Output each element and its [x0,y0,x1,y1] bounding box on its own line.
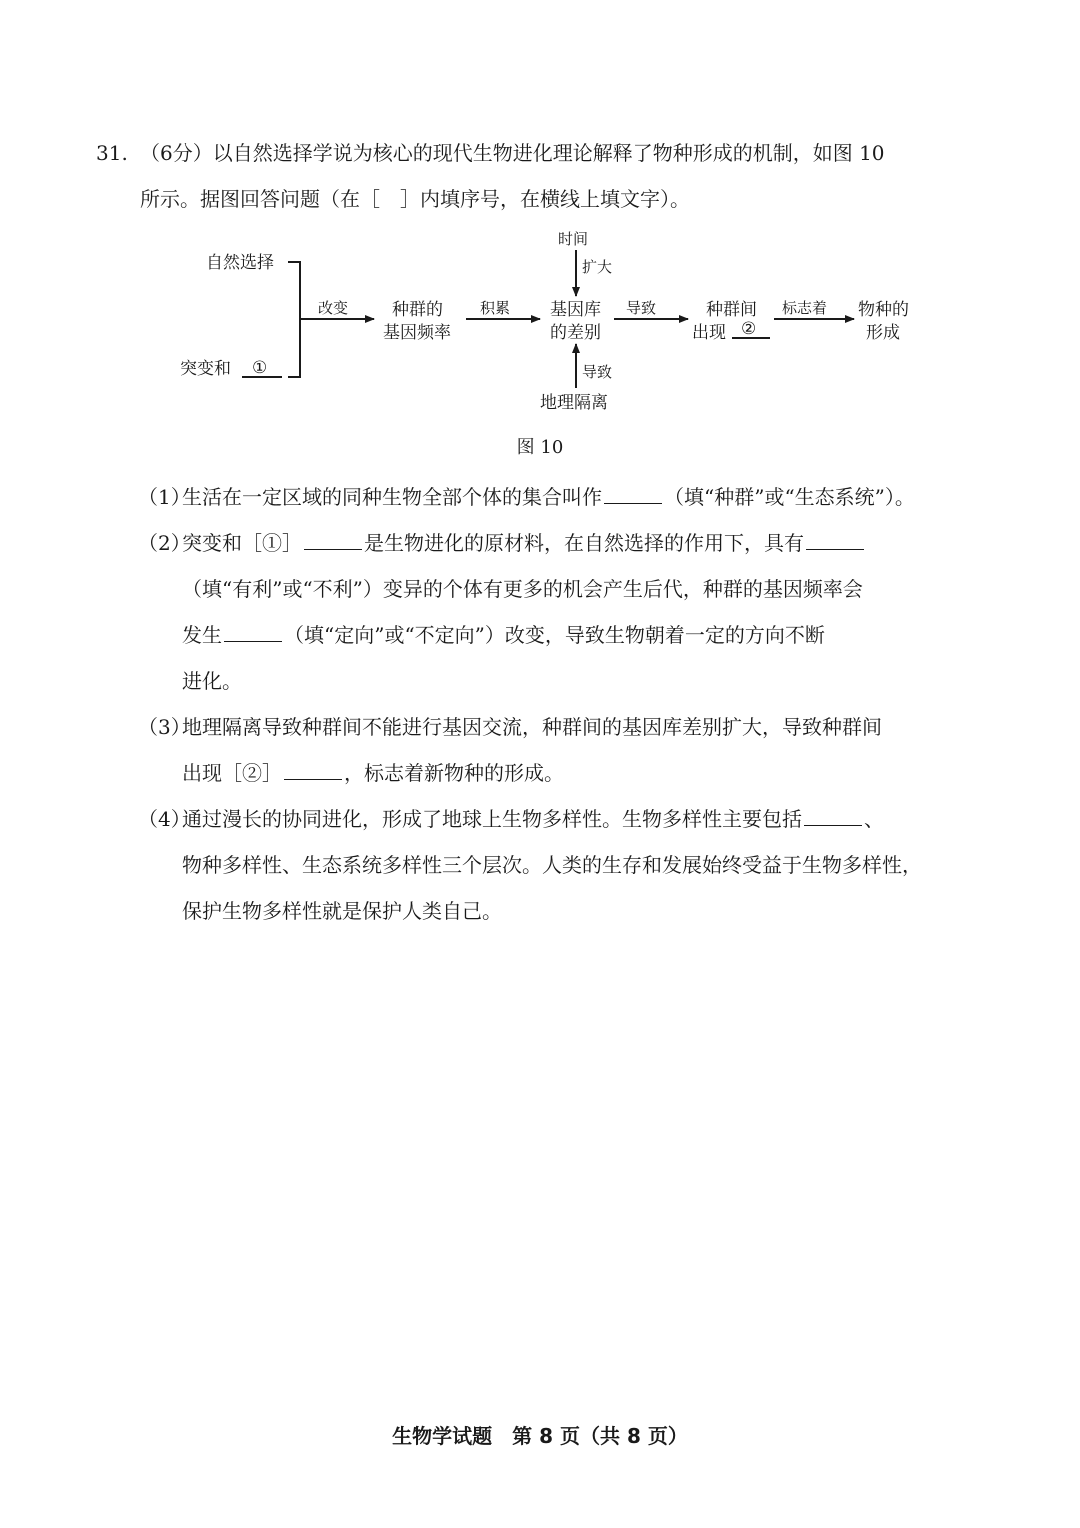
label-blank-2: ② [741,319,757,339]
label-species-1: 物种的 [858,300,909,320]
subquestion-text: 出现［②］ [182,761,282,785]
question-header [96,130,966,222]
answer-blank[interactable] [806,527,864,550]
label-change: 改变 [318,299,349,317]
question-intro-line-1 [96,130,966,176]
figure-caption: 图 10 [516,437,564,458]
subquestion-number: （3） [138,715,191,739]
answer-blank[interactable] [284,757,342,780]
subquestion-line [138,888,958,934]
label-natural-selection: 自然选择 [206,253,274,273]
label-accumulate: 积累 [480,299,511,317]
page-footer: 生物学试题 第 8 页（共 8 页） [392,1424,688,1448]
subquestion-line [138,566,958,612]
label-geo-isolation: 地理隔离 [540,393,608,413]
subquestion-line [138,796,958,842]
subquestion-text: 地理隔离导致种群间不能进行基因交流，种群间的基因库差别扩大，导致种群间 [182,715,882,739]
speciation-diagram [0,220,1080,420]
subquestion-line [138,658,958,704]
label-expand: 扩大 [582,258,613,276]
label-mutation: 突变和 [180,359,231,379]
answer-blank[interactable] [224,619,282,642]
subquestion [138,704,958,796]
label-genepool-2: 的差别 [550,323,601,343]
subquestion-line [138,750,958,796]
subquestion-text: 是生物进化的原材料，在自然选择的作用下，具有 [364,531,804,555]
subquestion-text: （填“种群”或“生态系统”）。 [664,485,915,509]
subquestion-text: （填“定向”或“不定向”）改变，导致生物朝着一定的方向不断 [284,623,825,647]
subquestion-text: 物种多样性、生态系统多样性三个层次。人类的生存和发展始终受益于生物多样性， [182,853,922,877]
subquestion [138,520,958,704]
label-genepool-1: 基因库 [550,300,601,320]
answer-blank[interactable] [304,527,362,550]
subquestion-number: （4） [138,807,191,831]
label-lead-2: 导致 [582,363,613,381]
answer-blank[interactable] [604,481,662,504]
label-time: 时间 [558,230,589,248]
subquestion-line [138,474,958,520]
subquestion-line [138,520,958,566]
subquestion [138,474,958,520]
subquestion-text: 保护生物多样性就是保护人类自己。 [182,899,502,923]
subquestion-text: 发生 [182,623,222,647]
label-marks: 标志着 [782,299,828,317]
bracket-line [288,262,300,377]
label-population-2: 基因频率 [383,323,451,343]
answer-blank[interactable] [804,803,862,826]
label-between-1: 种群间 [706,300,757,320]
subquestion-text: 、 [864,807,884,831]
question-number: 31. [96,141,128,165]
label-between-2: 出现 [692,323,726,343]
subquestion-text: （填“有利”或“不利”）变异的个体有更多的机会产生后代，种群的基因频率会 [182,577,863,601]
label-lead-1: 导致 [626,299,657,317]
subquestion [138,796,958,934]
subquestion-text: 生活在一定区域的同种生物全部个体的集合叫作 [182,485,602,509]
subquestion-text: ，标志着新物种的形成。 [344,761,564,785]
subquestion-line [138,612,958,658]
diagram-arrows [0,220,1080,420]
subquestion-line [138,704,958,750]
question-intro-text-1: （6分）以自然选择学说为核心的现代生物进化理论解释了物种形成的机制，如图 10 [140,141,885,165]
subquestion-line [138,842,958,888]
subquestion-number: （2） [138,531,191,555]
label-species-2: 形成 [866,323,900,343]
subquestions [138,474,958,934]
subquestion-number: （1） [138,485,191,509]
subquestion-text: 通过漫长的协同进化，形成了地球上生物多样性。生物多样性主要包括 [182,807,802,831]
label-population-1: 种群的 [392,300,443,320]
subquestion-text: 突变和［①］ [182,531,302,555]
label-blank-1: ① [252,358,268,378]
question-intro-line-2: 所示。据图回答问题（在［ ］内填序号，在横线上填文字）。 [140,187,690,211]
subquestion-text: 进化。 [182,669,242,693]
